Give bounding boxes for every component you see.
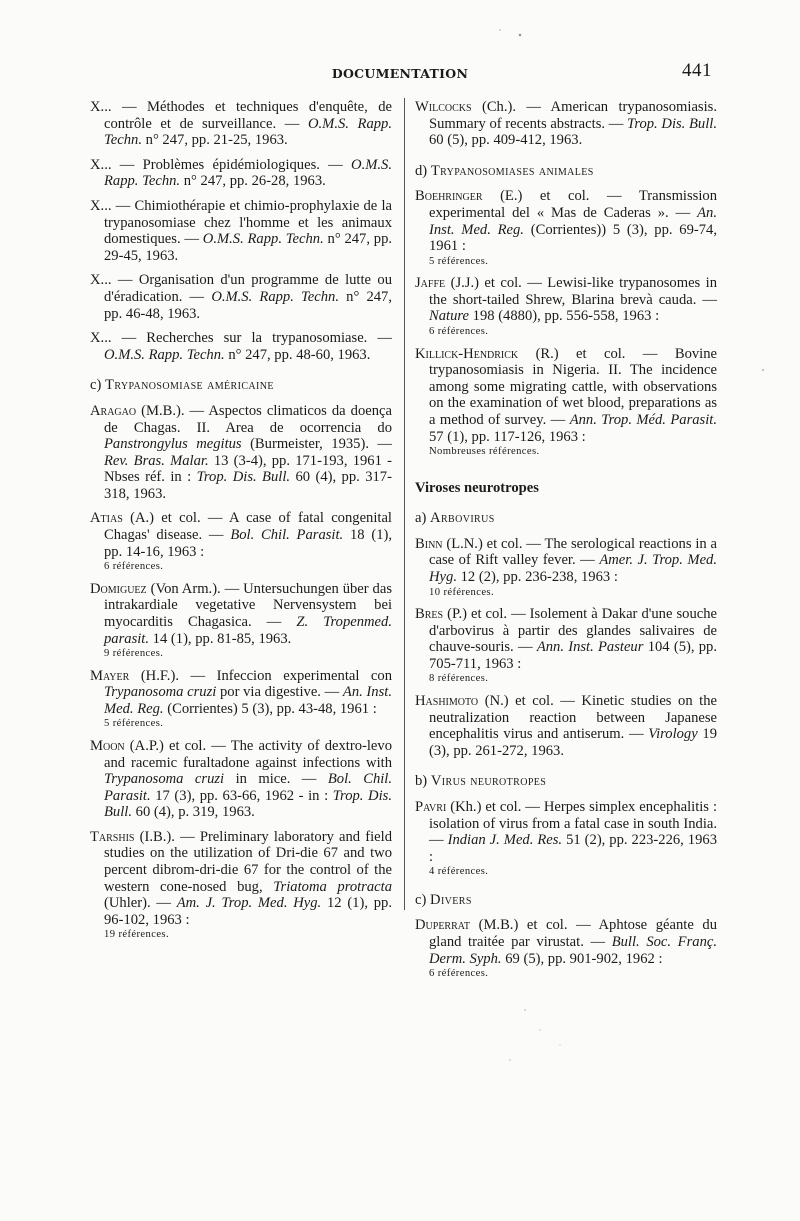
reference-entry: X... — Chimiothérapie et chimio-prophylaxie de la trypanosomiase chez l'homme et les animaux domestiques. — O.M.S. Rapp. Techn. n° 247, pp. 29-45, 1963. (90, 197, 393, 264)
section-heading: a) Arbovirus (415, 510, 495, 527)
left-column (90, 99, 392, 949)
reference-entry: Binn (L.N.) et col. — The serological reactions in a case of Rift valley fever. — Amer. J. Trop. Med. Hyg. 12 (2), pp. 236-238, 1963 : 10 références. (415, 535, 718, 598)
running-title: DOCUMENTATION (331, 66, 469, 81)
reference-entry: Jaffe (J.J.) et col. — Lewisi-like trypanosomes in the short-tailed Shrew, Blarina brevà cauda. — Nature 198 (4880), pp. 556-558, 1963 : 6 références. (415, 275, 717, 338)
page-number: 441 (682, 60, 712, 81)
reference-count: 5 références. (104, 718, 164, 730)
reference-entry: X... — Recherches sur la trypanosomiase. — O.M.S. Rapp. Techn. n° 247, pp. 48-60, 1963. (90, 330, 392, 363)
reference-entry: Mayer (H.F.). — Infeccion experimental con Trypanosoma cruzi por via digestive. — An. Inst. Med. Reg. (Corrientes) 5 (3), pp. 43-48, 1961 : 5 références. (90, 667, 392, 730)
reference-count: 10 références. (429, 586, 495, 598)
reference-entry: Domiguez (Von Arm.). — Untersuchungen über das intrakardiale vegetative Nervensystem bei myocarditis Chagasica. — Z. Tropenmed. parasit. 14 (1), pp. 81-85, 1963. 9 références. (90, 580, 392, 660)
section-heading: c) Divers (415, 891, 472, 908)
reference-entry: Bres (P.) et col. — Isolement à Dakar d'une souche d'arbovirus à partir des glandes salivaires de chauve-souris. — Ann. Inst. Pasteur 104 (5), pp. 705-711, 1963 : 8 références. (415, 606, 717, 685)
reference-entry: Atias (A.) et col. — A case of fatal congenital Chagas' disease. — Bol. Chil. Parasit. 18 (1), pp. 14-16, 1963 : 6 références. (90, 510, 392, 573)
page-header (0, 60, 800, 90)
reference-count: Nombreuses références. (429, 446, 540, 458)
reference-count: 6 références. (429, 326, 489, 338)
reference-entry: Wilcocks (Ch.). — American trypanosomiasis. Summary of recents abstracts. — Trop. Dis. Bull. 60 (5), pp. 409-412, 1963. (415, 99, 717, 149)
reference-count: 5 références. (429, 255, 489, 267)
reference-entry: X... — Problèmes épidémiologiques. — O.M.S. Rapp. Techn. n° 247, pp. 26-28, 1963. (90, 156, 392, 190)
reference-entry: Hashimoto (N.) et col. — Kinetic studies on the neutralization reaction between Japanese encephalitis virus and antiserum. — Virology 19 (3), pp. 261-272, 1963. (415, 692, 717, 759)
reference-entry: X... — Organisation d'un programme de lutte ou d'éradication. — O.M.S. Rapp. Techn. n° 247, pp. 46-48, 1963. (90, 272, 392, 322)
reference-entry: Duperrat (M.B.) et col. — Aphtose géante du gland traitée par virustat. — Bull. Soc. Franç. Derm. Syph. 69 (5), pp. 901-902, 1962 : 6 références. (415, 917, 717, 980)
section-heading: d) Trypanosomiases animales (415, 162, 594, 179)
reference-count: 9 références. (104, 648, 164, 660)
reference-entry: Aragao (M.B.). — Aspectos climaticos da doença de Chagas. II. Area de ocorrencia do Panstrongylus megitus (Burmeister, 1935). — Rev. Bras. Malar. 13 (3-4), pp. 171-193, 1961 - Nbses réf. in : Trop. Dis. Bull. 60 (4), pp. 317-318, 1963. (90, 402, 392, 502)
reference-entry: Killick-Hendrick (R.) et col. — Bovine trypanosomiasis in Nigeria. II. The incidence among some migrating cattle, with observations on the examination of wet blood, preparations as a method of survey. — Ann. Trop. Méd. Parasit. 57 (1), pp. 117-126, 1963 : Nombreuses références. (415, 345, 717, 458)
reference-entry: X... — Méthodes et techniques d'enquête, de contrôle et de surveillance. — O.M.S. Rapp. Techn. n° 247, pp. 21-25, 1963. (90, 99, 392, 149)
reference-count: 19 références. (104, 929, 170, 941)
reference-entry: Boehringer (E.) et col. — Transmission experimental del « Mas de Caderas ». — An. Inst. Med. Reg. (Corrientes)) 5 (3), pp. 69-74, 1961 : 5 références. (415, 188, 717, 267)
right-column (415, 99, 717, 988)
section-heading: c) Trypanosomiase américaine (90, 377, 274, 394)
reference-count: 6 références. (429, 968, 489, 980)
reference-count: 4 références. (429, 866, 489, 878)
column-divider (404, 98, 405, 910)
reference-entry: Moon (A.P.) et col. — The activity of dextro-levo and racemic furaltadone against infections with Trypanosoma cruzi in mice. — Bol. Chil. Parasit. 17 (3), pp. 63-66, 1962 - in : Trop. Dis. Bull. 60 (4), p. 319, 1963. (90, 737, 393, 821)
reference-entry: Tarshis (I.B.). — Preliminary laboratory and field studies on the utilization of Dri-die 67 and two percent dibrom-dri-die 67 for the control of the western cone-nosed bug, Triatoma protracta (Uhler). — Am. J. Trop. Med. Hyg. 12 (1), pp. 96-102, 1963 : 19 références. (90, 828, 393, 941)
reference-count: 6 références. (104, 561, 164, 573)
category-heading: Viroses neurotropes (415, 479, 539, 496)
section-heading: b) Virus neurotropes (415, 773, 547, 790)
reference-count: 8 références. (429, 673, 489, 685)
reference-entry: Pavri (Kh.) et col. — Herpes simplex encephalitis : isolation of virus from a fatal case in south India. — Indian J. Med. Res. 51 (2), pp. 223-226, 1963 : 4 références. (415, 798, 717, 878)
